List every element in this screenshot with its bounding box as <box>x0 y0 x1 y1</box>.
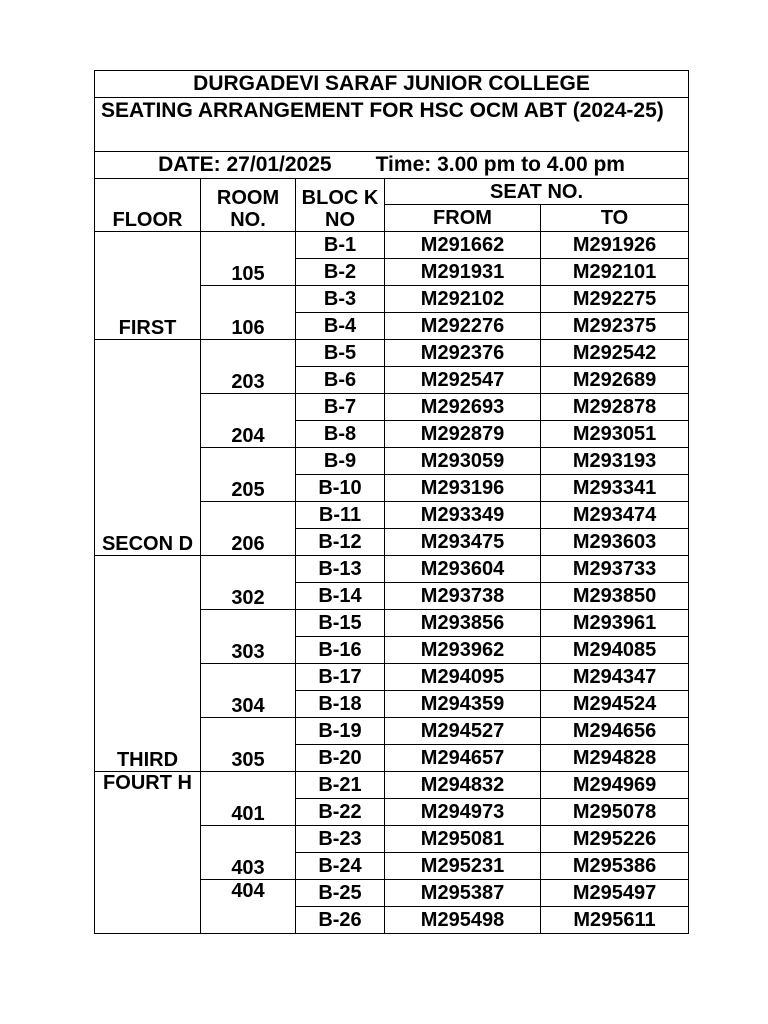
room-cell: 304 <box>201 664 296 718</box>
block-cell: B-12 <box>296 529 385 556</box>
block-cell: B-21 <box>296 772 385 799</box>
block-cell: B-22 <box>296 799 385 826</box>
seat-to-cell: M295386 <box>541 853 689 880</box>
floor-cell: FOURT H <box>95 772 201 934</box>
block-cell: B-10 <box>296 475 385 502</box>
seat-from-cell: M292879 <box>385 421 541 448</box>
room-cell: 305 <box>201 718 296 772</box>
exam-time: Time: 3.00 pm to 4.00 pm <box>375 153 625 176</box>
seat-to-cell: M295497 <box>541 880 689 907</box>
seat-to-cell: M294524 <box>541 691 689 718</box>
room-cell: 204 <box>201 394 296 448</box>
block-cell: B-19 <box>296 718 385 745</box>
block-cell: B-17 <box>296 664 385 691</box>
seat-no-header: SEAT NO. <box>385 179 689 205</box>
seat-to-cell: M294969 <box>541 772 689 799</box>
seat-to-cell: M292542 <box>541 340 689 367</box>
seat-to-cell: M295078 <box>541 799 689 826</box>
seat-to-cell: M294085 <box>541 637 689 664</box>
block-cell: B-1 <box>296 232 385 259</box>
seat-to-cell: M292101 <box>541 259 689 286</box>
seat-from-cell: M294973 <box>385 799 541 826</box>
seat-from-cell: M294095 <box>385 664 541 691</box>
room-cell: 105 <box>201 232 296 286</box>
seat-to-cell: M294656 <box>541 718 689 745</box>
room-cell: 205 <box>201 448 296 502</box>
block-cell: B-7 <box>296 394 385 421</box>
block-cell: B-5 <box>296 340 385 367</box>
seating-arrangement-table <box>94 70 689 934</box>
seat-from-cell: M295081 <box>385 826 541 853</box>
seat-from-cell: M293059 <box>385 448 541 475</box>
room-cell: 303 <box>201 610 296 664</box>
seat-to-cell: M293961 <box>541 610 689 637</box>
seat-to-cell: M294828 <box>541 745 689 772</box>
seat-from-cell: M293475 <box>385 529 541 556</box>
room-cell: 106 <box>201 286 296 340</box>
seat-to-cell: M293051 <box>541 421 689 448</box>
seat-from-cell: M292102 <box>385 286 541 313</box>
seat-to-cell: M294347 <box>541 664 689 691</box>
table-row <box>95 340 689 367</box>
block-cell: B-6 <box>296 367 385 394</box>
seat-from-cell: M293604 <box>385 556 541 583</box>
seat-from-cell: M292276 <box>385 313 541 340</box>
seat-to-cell: M291926 <box>541 232 689 259</box>
block-cell: B-2 <box>296 259 385 286</box>
floor-cell: FIRST <box>95 232 201 340</box>
seat-from-cell: M293349 <box>385 502 541 529</box>
block-cell: B-26 <box>296 907 385 934</box>
room-header: ROOM NO. <box>201 179 296 232</box>
arrangement-title: SEATING ARRANGEMENT FOR HSC OCM ABT (2024-25) <box>95 98 689 152</box>
seat-from-cell: M294527 <box>385 718 541 745</box>
table-row <box>95 232 689 259</box>
seat-from-cell: M293856 <box>385 610 541 637</box>
seat-to-cell: M292689 <box>541 367 689 394</box>
seat-to-cell: M292375 <box>541 313 689 340</box>
block-cell: B-13 <box>296 556 385 583</box>
block-header: BLOC K NO <box>296 179 385 232</box>
seat-to-cell: M293193 <box>541 448 689 475</box>
seat-to-cell: M295611 <box>541 907 689 934</box>
block-cell: B-3 <box>296 286 385 313</box>
room-cell: 404 <box>201 880 296 934</box>
seat-from-cell: M295231 <box>385 853 541 880</box>
room-cell: 206 <box>201 502 296 556</box>
floor-cell: SECON D <box>95 340 201 556</box>
to-header: TO <box>541 205 689 232</box>
exam-date: DATE: 27/01/2025 <box>158 153 332 176</box>
seat-from-cell: M291931 <box>385 259 541 286</box>
block-cell: B-8 <box>296 421 385 448</box>
block-cell: B-25 <box>296 880 385 907</box>
block-cell: B-11 <box>296 502 385 529</box>
block-cell: B-23 <box>296 826 385 853</box>
seat-from-cell: M294832 <box>385 772 541 799</box>
table-row <box>95 556 689 583</box>
seat-from-cell: M293962 <box>385 637 541 664</box>
date-time-row <box>95 152 689 179</box>
block-cell: B-20 <box>296 745 385 772</box>
seat-from-cell: M292693 <box>385 394 541 421</box>
seat-to-cell: M293850 <box>541 583 689 610</box>
seat-to-cell: M293341 <box>541 475 689 502</box>
seat-to-cell: M293733 <box>541 556 689 583</box>
seat-from-cell: M293738 <box>385 583 541 610</box>
seat-from-cell: M295387 <box>385 880 541 907</box>
block-cell: B-16 <box>296 637 385 664</box>
seat-to-cell: M295226 <box>541 826 689 853</box>
block-cell: B-4 <box>296 313 385 340</box>
seat-from-cell: M292376 <box>385 340 541 367</box>
block-cell: B-9 <box>296 448 385 475</box>
room-cell: 401 <box>201 772 296 826</box>
seat-to-cell: M293603 <box>541 529 689 556</box>
room-cell: 203 <box>201 340 296 394</box>
seat-from-cell: M294657 <box>385 745 541 772</box>
room-cell: 302 <box>201 556 296 610</box>
block-cell: B-18 <box>296 691 385 718</box>
block-cell: B-15 <box>296 610 385 637</box>
seat-to-cell: M292275 <box>541 286 689 313</box>
seat-from-cell: M291662 <box>385 232 541 259</box>
seat-from-cell: M292547 <box>385 367 541 394</box>
seat-to-cell: M292878 <box>541 394 689 421</box>
room-cell: 403 <box>201 826 296 880</box>
from-header: FROM <box>385 205 541 232</box>
college-name: DURGADEVI SARAF JUNIOR COLLEGE <box>95 71 689 98</box>
block-cell: B-24 <box>296 853 385 880</box>
block-cell: B-14 <box>296 583 385 610</box>
floor-header: FLOOR <box>95 179 201 232</box>
seat-from-cell: M293196 <box>385 475 541 502</box>
seat-from-cell: M295498 <box>385 907 541 934</box>
floor-cell: THIRD <box>95 556 201 772</box>
seat-to-cell: M293474 <box>541 502 689 529</box>
table-row <box>95 772 689 799</box>
seat-from-cell: M294359 <box>385 691 541 718</box>
